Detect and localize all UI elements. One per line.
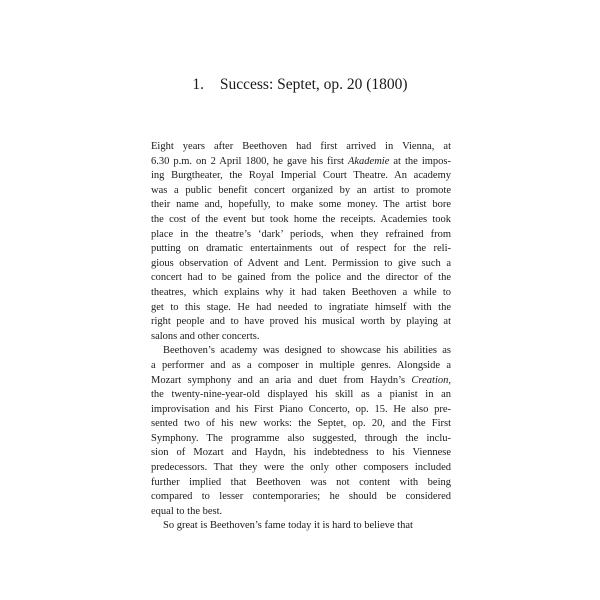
text-line: predecessors. That they were the only other composers included bbox=[151, 462, 451, 474]
text-line: Mozart symphony and an aria and duet from Haydn’s Creation, bbox=[151, 374, 451, 386]
text-line: improvisation and his First Piano Concerto, op. 15. He also pre- bbox=[151, 403, 451, 415]
text-line: 6.30 p.m. on 2 April 1800, he gave his first Akademie at the impos- bbox=[151, 155, 451, 167]
text-line: So great is Beethoven’s fame today it is hard to believe that bbox=[163, 520, 413, 532]
text-line: Eight years after Beethoven had first arrived in Vienna, at bbox=[151, 141, 451, 152]
body-text bbox=[151, 140, 451, 534]
italic-word: Akademie bbox=[347, 155, 390, 167]
text-line: gious observation of Advent and Lent. Permission to give such a bbox=[151, 257, 451, 269]
text-line: ing Burgtheater, the Royal Imperial Court Theatre. An academy bbox=[151, 170, 451, 182]
text-line: compared to lesser contemporaries; he should be considered bbox=[151, 491, 451, 503]
text-line: their name and, hopefully, to make some money. The artist bore bbox=[151, 199, 451, 211]
text-line: equal to the best. bbox=[151, 505, 223, 517]
text-line: Beethoven’s academy was designed to showcase his abilities as bbox=[163, 345, 451, 357]
text-line: concert had to be gained from the police and the director of the bbox=[151, 272, 451, 284]
text-line: sented two of his new works: the Septet, op. 20, and the First bbox=[151, 418, 451, 430]
text-line: putting on dramatic entertainments out of respect for the reli- bbox=[151, 243, 451, 255]
paragraph bbox=[151, 140, 451, 344]
chapter-heading bbox=[150, 76, 450, 94]
text-line: sion of Mozart and Haydn, his indebtedness to his Viennese bbox=[151, 447, 451, 459]
text-line: Symphony. The programme also suggested, through the inclu- bbox=[151, 432, 451, 444]
paragraph bbox=[151, 519, 451, 534]
text-line: place in the theatre’s ‘dark’ periods, when they refrained from bbox=[151, 228, 451, 240]
text-line: the twenty-nine-year-old displayed his skill as a pianist in an bbox=[151, 389, 451, 401]
text-line: salons and other concerts. bbox=[151, 330, 260, 342]
chapter-title: Success: Septet, op. 20 (1800) bbox=[219, 76, 408, 93]
text-line: right people and to have proved his musical worth by playing at bbox=[151, 316, 451, 328]
text-line: get to this stage. He had needed to ingratiate himself with the bbox=[151, 301, 451, 313]
text-line: was a public benefit concert organized by an artist to promote bbox=[151, 184, 451, 196]
italic-word: Creation bbox=[411, 374, 449, 386]
text-line: a performer and as a composer in multiple genres. Alongside a bbox=[151, 359, 451, 371]
text-line: theatres, which explains why it had taken Beethoven a while to bbox=[151, 286, 451, 298]
paragraph bbox=[151, 344, 451, 519]
chapter-number: 1. bbox=[192, 76, 205, 93]
text-line: the cost of the event but took home the receipts. Academies took bbox=[151, 213, 451, 225]
text-line: further implied that Beethoven was not content with being bbox=[151, 476, 451, 488]
